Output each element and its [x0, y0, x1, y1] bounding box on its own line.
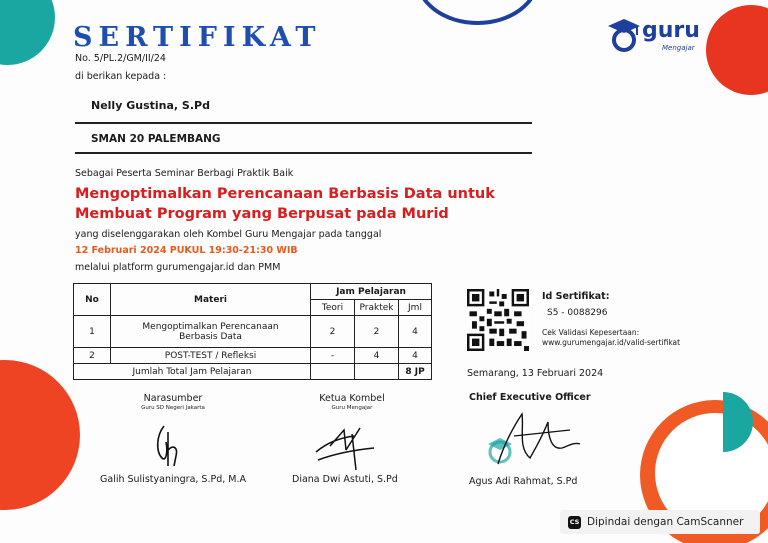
row-materi: [111, 316, 311, 348]
header-no: No: [74, 284, 111, 316]
row-materi-line: Berbasis Data: [179, 331, 242, 342]
place-date: Semarang, 13 Februari 2024: [467, 368, 604, 379]
certificate-id-label: Id Sertifikat:: [542, 291, 610, 302]
row-materi: POST-TEST / Refleksi: [111, 348, 311, 364]
speaker-role: Narasumber: [143, 393, 203, 404]
speaker-name: Galih Sulistyaningra, S.Pd, M.A: [100, 474, 246, 485]
total-row: [74, 364, 432, 380]
kombel-org: Guru Mengajar: [331, 405, 373, 411]
platform-text: melalui platform gurumengajar.id dan PMM: [75, 262, 281, 273]
recipient-name: Nelly Gustina, S.Pd: [91, 99, 210, 112]
red-circle-decoration-bottom-left: [0, 360, 80, 510]
row-praktek: 4: [355, 348, 399, 364]
header-materi: Materi: [111, 284, 311, 316]
certificate-number: No. 5/PL.2/GM/II/24: [75, 53, 166, 64]
ceo-signature-icon: [478, 408, 588, 470]
seminar-title: [75, 184, 545, 224]
row-jml: 4: [399, 348, 432, 364]
total-empty-cell: [311, 364, 355, 380]
kombel-signature-block: [292, 393, 412, 411]
navy-ring-decoration: [415, 0, 540, 25]
validation-label: Cek Validasi Kepesertaan:: [542, 328, 640, 337]
header-teori: Teori: [311, 300, 355, 316]
seminar-title-line: Mengoptimalkan Perencanaan Berbasis Data untuk: [75, 186, 495, 202]
event-date-time: 12 Februari 2024 PUKUL 19:30-21:30 WIB: [75, 245, 298, 256]
organized-by-text: yang diselenggarakan oleh Kombel Guru Mengajar pada tanggal: [75, 229, 382, 240]
camscanner-icon: CS: [568, 516, 581, 529]
row-no: 1: [74, 316, 111, 348]
speaker-signature-block: [108, 393, 238, 411]
camscanner-watermark: [560, 510, 760, 534]
row-teori: 2: [311, 316, 355, 348]
row-praktek: 2: [355, 316, 399, 348]
validation-url: www.gurumengajar.id/valid-sertifikat: [542, 338, 681, 347]
seminar-title-line: Membuat Program yang Berpusat pada Murid: [75, 206, 449, 222]
ceo-name: Agus Adi Rahmat, S.Pd: [469, 476, 578, 487]
divider-line: [75, 152, 532, 154]
recipient-school: SMAN 20 PALEMBANG: [91, 133, 221, 145]
total-value: 8 JP: [399, 364, 432, 380]
logo-subtext: Mengajar: [662, 44, 695, 52]
logo-text: guru: [642, 18, 700, 43]
lesson-hours-table: [73, 283, 432, 380]
kombel-role: Ketua Kombel: [319, 393, 385, 404]
table-row: [74, 316, 432, 348]
row-no: 2: [74, 348, 111, 364]
ceo-title: Chief Executive Officer: [469, 392, 591, 403]
table-row: [74, 348, 432, 364]
divider-line: [75, 122, 532, 124]
row-jml: 4: [399, 316, 432, 348]
participant-role: Sebagai Peserta Seminar Berbagi Praktik Baik: [75, 168, 294, 179]
total-label: Jumlah Total Jam Pelajaran: [74, 364, 311, 380]
graduation-cap-icon: [606, 16, 642, 54]
header-jml: Jml: [399, 300, 432, 316]
row-materi-line: Mengoptimalkan Perencanaan: [142, 321, 279, 332]
kombel-name: Diana Dwi Astuti, S.Pd: [292, 474, 398, 485]
certificate-id-value: S5 - 0088296: [547, 308, 608, 318]
certificate-title: SERTIFIKAT: [73, 22, 322, 53]
total-empty-cell: [355, 364, 399, 380]
guru-mengajar-logo: [606, 14, 706, 56]
red-circle-decoration: [706, 5, 768, 95]
given-to-label: di berikan kepada :: [75, 71, 167, 82]
header-praktek: Praktek: [355, 300, 399, 316]
row-teori: -: [311, 348, 355, 364]
camscanner-text: Dipindai dengan CamScanner: [587, 516, 744, 528]
speaker-org: Guru SD Negeri Jakarta: [141, 405, 205, 411]
speaker-signature-icon: [150, 422, 190, 470]
qr-code-icon: [467, 289, 529, 351]
header-jam-pelajaran: Jam Pelajaran: [311, 284, 432, 300]
teal-circle-decoration: [0, 0, 55, 65]
kombel-signature-icon: [310, 420, 380, 472]
